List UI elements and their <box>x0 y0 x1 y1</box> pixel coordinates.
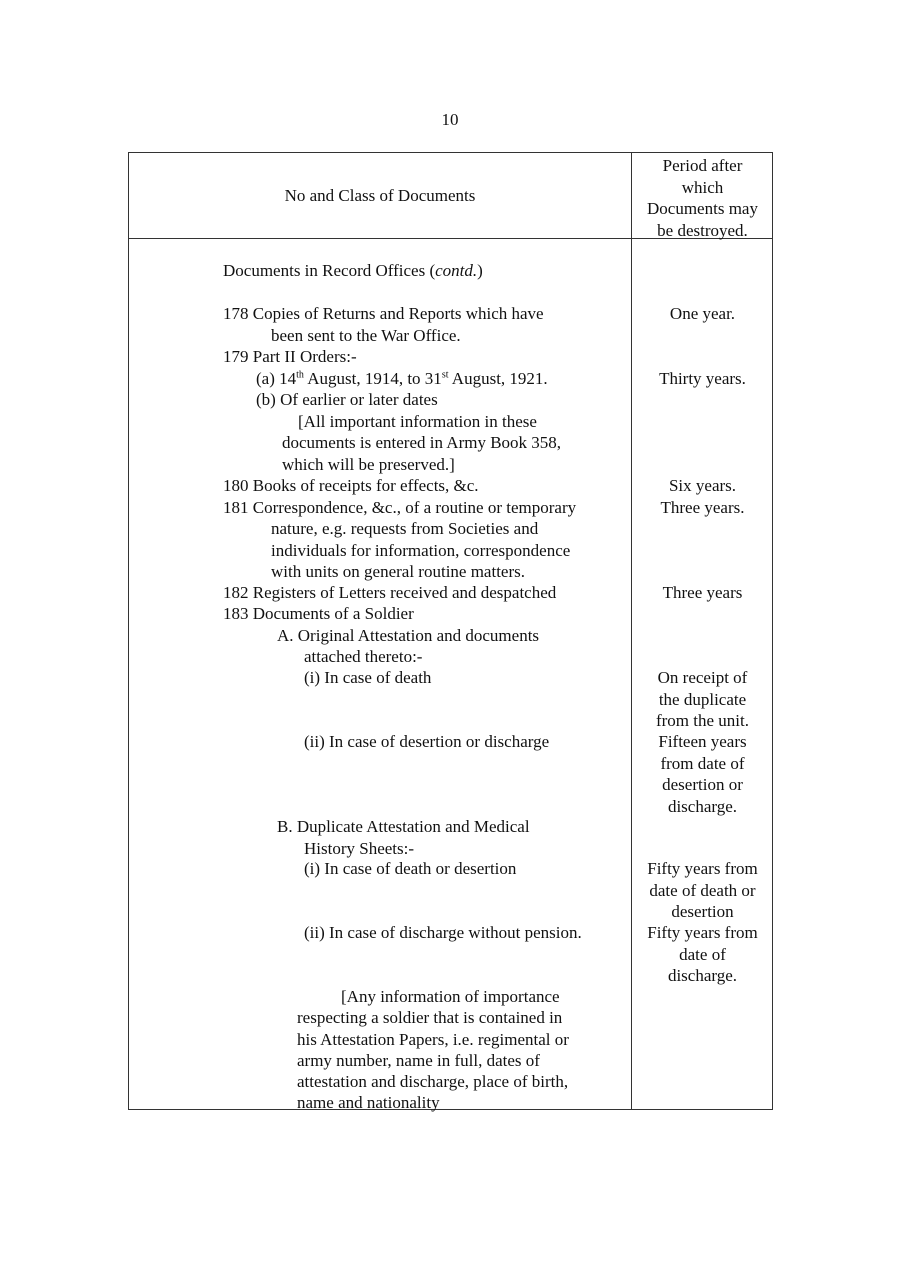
documents-table <box>128 152 773 1110</box>
entry-183-line: 183 Documents of a Soldier <box>223 604 414 623</box>
ordinal-suffix: th <box>296 368 304 380</box>
entry-181-line: 181 Correspondence, &c., of a routine or temporary <box>223 497 577 517</box>
period-line: Fifteen years <box>658 732 747 751</box>
section-title-text: Documents in Record Offices ( <box>223 261 436 280</box>
period-183a-i <box>632 667 773 732</box>
entry-179b-line: (b) Of earlier or later dates <box>256 390 438 409</box>
period-line: from date of <box>660 753 745 773</box>
entry-179a-text: (a) 14 <box>256 368 297 388</box>
entry-179-note-line: which will be preserved.] <box>282 454 455 474</box>
section-title-close: ) <box>477 261 483 280</box>
note-line: name and nationality <box>297 1093 440 1112</box>
entry-183b-line: History Sheets:- <box>304 838 415 858</box>
header-col2-line: which <box>681 177 724 197</box>
section-title <box>223 260 483 282</box>
entry-181-line: with units on general routine matters. <box>271 562 525 581</box>
period-line: On receipt of <box>657 668 748 687</box>
period-line: desertion or <box>662 775 743 794</box>
page-number: 10 <box>441 110 459 129</box>
period-line: desertion <box>671 902 734 921</box>
entry-181-line: nature, e.g. requests from Societies and <box>271 519 539 538</box>
period-181: Three years. <box>660 497 745 517</box>
entry-183a-line: A. Original Attestation and documents <box>277 625 540 645</box>
entry-183a-line: attached thereto:- <box>304 647 423 666</box>
period-183b-ii <box>632 922 773 987</box>
header-col1-text: No and Class of Documents <box>284 185 476 205</box>
entry-183b-i-line: (i) In case of death or desertion <box>304 859 517 878</box>
entry-179a-line <box>256 368 548 390</box>
entry-183a-i-line: (i) In case of death <box>304 668 432 687</box>
note-line: army number, name in full, dates of <box>297 1051 540 1070</box>
period-line: from the unit. <box>655 711 749 730</box>
period-line: Fifty years from <box>647 859 758 878</box>
entry-179-line: 179 Part II Orders:- <box>223 347 357 366</box>
period-line: discharge. <box>667 966 738 985</box>
period-line: Fifty years from <box>647 923 758 942</box>
note-line: respecting a soldier that is contained in <box>297 1008 563 1027</box>
entry-183a-ii-line: (ii) In case of desertion or discharge <box>304 732 550 751</box>
period-line: date of death or <box>649 880 756 900</box>
entry-182-line: 182 Registers of Letters received and despatched <box>223 583 557 602</box>
entry-179-note-line: documents is entered in Army Book 358, <box>282 433 562 452</box>
entry-180-line: 180 Books of receipts for effects, &c. <box>223 476 479 495</box>
entry-178-line: 178 Copies of Returns and Reports which have <box>223 304 544 323</box>
period-182: Three years <box>662 583 743 602</box>
note-line: [Any information of importance <box>341 987 560 1006</box>
entry-183b-line: B. Duplicate Attestation and Medical <box>277 817 530 836</box>
entry-179a-text: August, 1921. <box>448 368 548 388</box>
header-period <box>632 155 773 241</box>
entry-179-note-line: [All important information in these <box>298 411 537 431</box>
ordinal-suffix: st <box>441 368 449 380</box>
period-179a: Thirty years. <box>659 368 746 388</box>
note-line: his Attestation Papers, i.e. regimental or <box>297 1029 569 1049</box>
period-183a-ii <box>632 731 773 817</box>
header-col2-line: Documents may <box>647 199 758 218</box>
period-line: the duplicate <box>658 689 747 709</box>
header-col2-line: be destroyed. <box>657 220 748 240</box>
header-col2-line: Period after <box>662 156 743 175</box>
note-line: attestation and discharge, place of birth, <box>297 1072 569 1091</box>
period-178: One year. <box>669 304 736 323</box>
entry-178-line: been sent to the War Office. <box>271 325 461 345</box>
entry-181-line: individuals for information, correspondence <box>271 540 571 560</box>
period-line: date of <box>679 944 726 964</box>
period-183b-i <box>632 858 773 923</box>
section-title-italic: contd. <box>435 261 478 280</box>
period-180: Six years. <box>668 476 737 495</box>
entry-183b-ii-line: (ii) In case of discharge without pension. <box>304 923 582 942</box>
header-documents-class <box>129 153 631 238</box>
period-line: discharge. <box>667 796 738 816</box>
entry-179a-text: August, 1914, to 31 <box>303 368 442 388</box>
